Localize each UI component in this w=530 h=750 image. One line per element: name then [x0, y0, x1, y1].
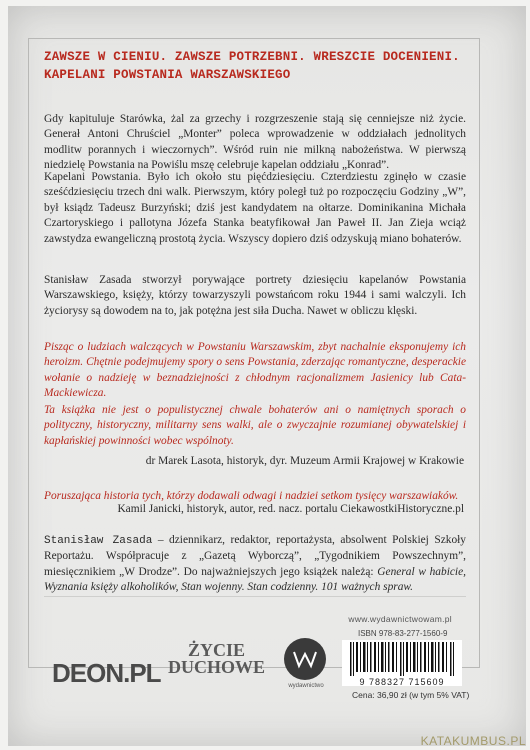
paragraph-3: Stanisław Zasada stworzył porywające portrety dziesięciu kapelanów Powstania Warszawskiego, księży, którzy towarzyszyli powstańcom roku 1944 i sami walczyli. Ich życiorysy są dowodem na to, jak potężna jest siła Ducha. Nawet w obliczu klęski.: [44, 274, 466, 317]
wam-logo-label: wydawnictwo: [288, 683, 324, 689]
author-name: Stanisław Zasada: [44, 535, 153, 547]
headline-line-1: ZAWSZE W CIENIU. ZAWSZE POTRZEBNI. WRESZCIE DOCENIENI.: [44, 50, 460, 64]
quote-3: Poruszająca historia tych, którzy dodawali odwagi i nadziei setkom tysięcy warszawiaków.: [44, 490, 459, 502]
watermark: KATAKUMBUS.PL: [420, 734, 526, 748]
headline-line-2: KAPELANI POWSTANIA WARSZAWSKIEGO: [44, 68, 291, 82]
divider: [44, 596, 466, 597]
barcode-bars-icon: [348, 642, 456, 676]
paragraph-2: Kapelani Powstania. Było ich około stu pięćdziesięciu. Czterdziestu zginęło w czasie sześćdziesięciu trzech dni walk. Pierwszym, który poległ tuż po rozpoczęciu Godziny „W”, był ksiądz Tadeusz Burzyński; dziś jest kandydatem na ołtarze. Dominikanina Michała Czartoryskiego i pallotyna Józefa Stanka beatyfikował Jan Paweł II. Jan Zieja wciąż zawstydza ewangeliczną prostotą życia. Wszyscy dopiero dziś odzyskują miano bohaterów.: [44, 171, 466, 245]
wam-logo-icon: [284, 638, 326, 680]
headline: [44, 48, 464, 84]
publisher-website: www.wydawnictwowam.pl: [348, 614, 452, 624]
isbn: ISBN 978-83-277-1560-9: [358, 629, 448, 638]
quote-1: Pisząc o ludziach walczących w Powstaniu Warszawskim, zbyt nachalnie eksponujemy ich heroizm. Chętnie podejmujemy spory o sens Powstania, zderzając romantyczne, desperackie wołanie o nadzieję w beznadziejności z chłodnym racjonalizmem Jasienicy lub Cata-Mackiewicza.: [44, 341, 466, 400]
author-books: General w habicie, Wyznania księży alkoholików, Stan wojenny. Stan codzienny. 101 ważnych spraw.: [44, 565, 466, 594]
zycie-logo-line-2: DUCHOWE: [168, 657, 266, 677]
quote-2: Ta książka nie jest o populistycznej chwale bohaterów ani o namiętnych sporach o polityczny, historyczny, militarny sens walki, ale o zwyczajnie rozumianej obywatelskiej i kapłańskiej powinności wobec wspólnoty.: [44, 404, 466, 447]
author-bio-text: – dziennikarz, redaktor, reportażysta, absolwent Polskiej Szkoły Reportażu. Współpracuje z „Gazetą Wyborczą”, „Tygodnikiem Powszechnym”, miesięcznikiem „W Drodze”. Do najważniejszych jego książek należą:: [44, 534, 466, 578]
zycie-duchowe-logo: [168, 642, 265, 676]
wam-logo: [284, 638, 326, 680]
deon-logo: DEON.PL: [52, 658, 161, 688]
zycie-logo-line-1: ŻYCIE: [188, 640, 246, 660]
barcode-digits: 9 788327 715609: [359, 677, 445, 687]
price: Cena: 36,90 zł (w tym 5% VAT): [352, 690, 470, 700]
author-bio: [44, 533, 466, 596]
paragraph-1: Gdy kapituluje Starówka, żal za grzechy i rozgrzeszenie stają się cenniejsze niż życie. Generał Antoni Chruściel „Monter” poleca wprowadzenie w oddziałach jednolitych modlitw porannych i wieczornych”. Wśród ruin nie milkną nabożeństwa. W pierwszą niedzielę Powstania na Powiślu mszę celebruje kapelan oddziału „Konrad”.: [44, 113, 466, 172]
quote-1-signature: dr Marek Lasota, historyk, dyr. Muzeum Armii Krajowej w Krakowie: [145, 455, 464, 467]
quote-3-signature: Kamil Janicki, historyk, autor, red. nacz. portalu CiekawostkiHistoryczne.pl: [117, 503, 464, 515]
